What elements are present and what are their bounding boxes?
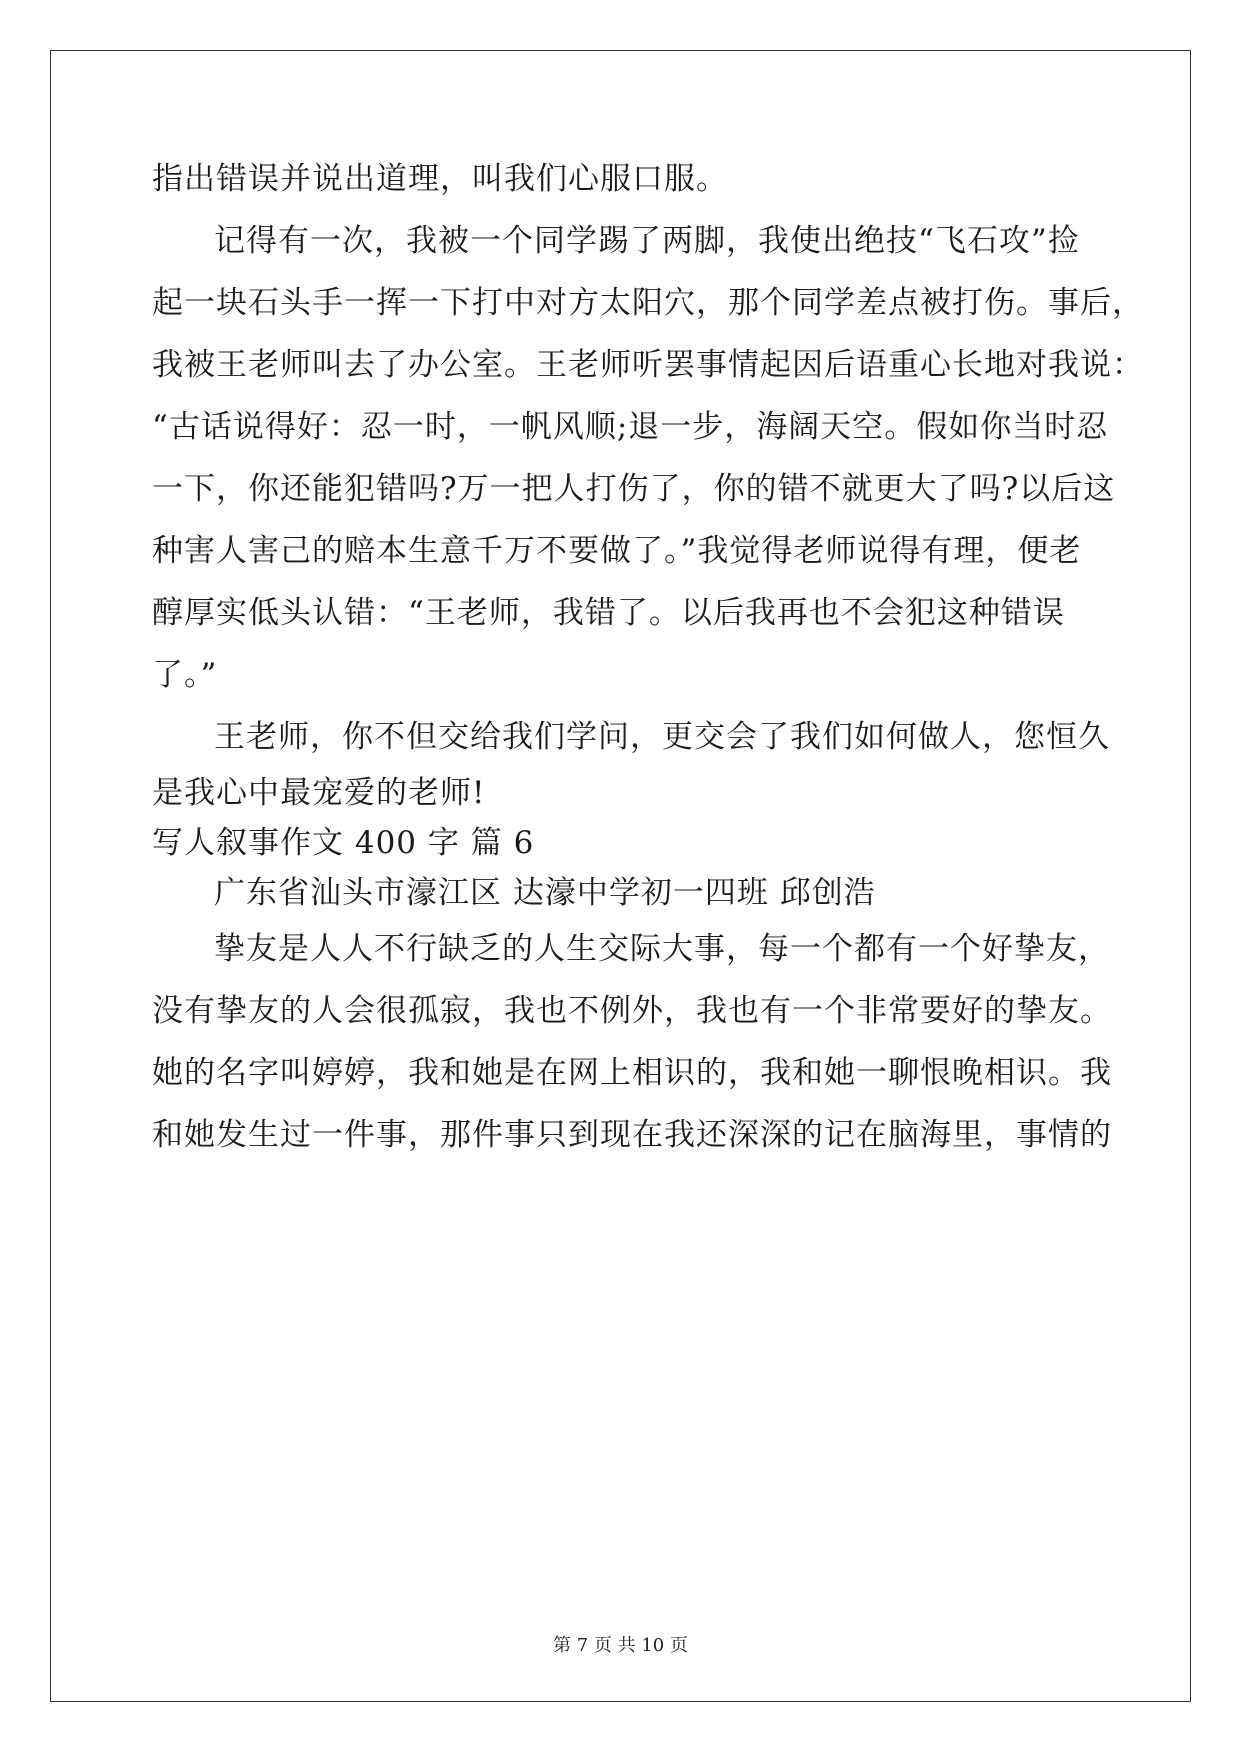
- text-line: 她的名字叫婷婷，我和她是在网上相识的，我和她一聊恨晚相识。我: [152, 1055, 1112, 1091]
- page-number-footer: 第 7 页 共 10 页: [553, 1635, 688, 1656]
- text-line: 挚友是人人不行缺乏的人生交际大事，每一个都有一个好挚友，: [214, 931, 1110, 967]
- text-line: 种害人害己的赔本生意千万不要做了。”我觉得老师说得有理，便老: [152, 533, 1082, 569]
- text-line: 是我心中最宠爱的老师!: [152, 775, 486, 811]
- text-line: 醇厚实低头认错：“王老师，我错了。以后我再也不会犯这种错误: [152, 595, 1065, 631]
- document-body: [152, 158, 1144, 1176]
- text-line: 我被王老师叫去了办公室。王老师听罢事情起因后语重心长地对我说：: [152, 347, 1144, 383]
- text-line: 一下，你还能犯错吗?万一把人打伤了，你的错不就更大了吗?以后这: [152, 471, 1116, 507]
- text-line: 记得有一次，我被一个同学踢了两脚，我使出绝技“飞石攻”捡: [214, 223, 1080, 259]
- text-line: 了。”: [152, 657, 218, 693]
- text-line: 没有挚友的人会很孤寂，我也不例外，我也有一个非常要好的挚友。: [152, 993, 1112, 1029]
- text-line: 指出错误并说出道理，叫我们心服口服。: [152, 161, 728, 197]
- text-line: 和她发生过一件事，那件事只到现在我还深深的记在脑海里，事情的: [152, 1117, 1112, 1153]
- section-heading: 写人叙事作文 400 字 篇 6: [152, 825, 535, 861]
- text-line: “古话说得好：忍一时，一帆风顺;退一步，海阔天空。假如你当时忍: [152, 409, 1109, 445]
- text-line: 王老师，你不但交给我们学问，更交会了我们如何做人，您恒久: [214, 719, 1110, 755]
- text-line: 起一块石头手一挥一下打中对方太阳穴，那个同学差点被打伤。事后，: [152, 285, 1144, 321]
- author-line: 广东省汕头市濠江区 达濠中学初一四班 邱创浩: [214, 875, 876, 911]
